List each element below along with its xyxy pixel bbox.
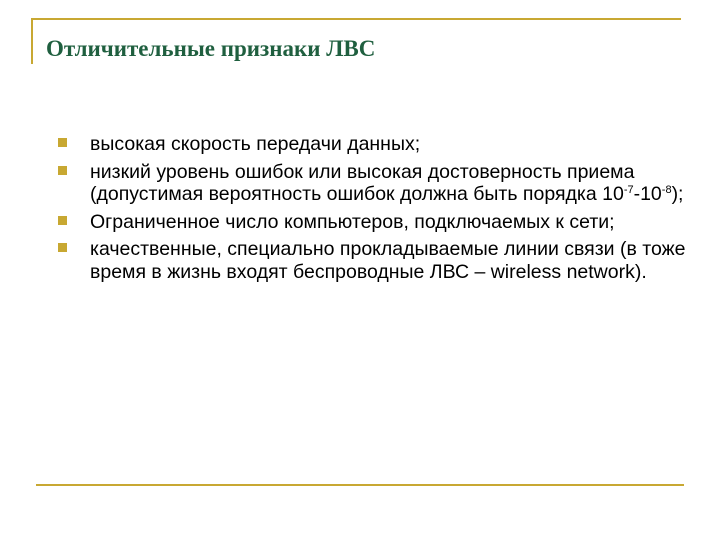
bullet-text: качественные, специально прокладываемые линии связи (в тоже время в жизнь входят беспроводные ЛВС – wireless network). xyxy=(90,238,686,283)
exponent: -8 xyxy=(661,184,672,196)
square-bullet-icon xyxy=(58,166,67,175)
bullet-item xyxy=(58,238,688,283)
bullet-item xyxy=(58,161,688,206)
bullet-text-part: низкий уровень ошибок или высокая достоверность приема (допустимая вероятность ошибок должна быть порядка 10 xyxy=(90,160,635,205)
exponent: -7 xyxy=(623,184,634,196)
bullet-text: высокая скорость передачи данных; xyxy=(90,133,421,155)
top-divider-line xyxy=(33,18,681,20)
slide-title: Отличительные признаки ЛВС xyxy=(46,36,376,61)
bullet-item xyxy=(58,133,688,156)
bullet-list xyxy=(58,133,688,288)
bullet-text-part: -10 xyxy=(633,183,662,205)
square-bullet-icon xyxy=(58,216,67,225)
bullet-text xyxy=(90,161,683,206)
bullet-text: Ограниченное число компьютеров, подключаемых к сети; xyxy=(90,210,615,233)
bullet-text-part: ); xyxy=(671,183,684,205)
bottom-divider-line xyxy=(36,484,684,486)
square-bullet-icon xyxy=(58,243,67,252)
square-bullet-icon xyxy=(58,138,67,147)
title-accent-line xyxy=(31,18,33,64)
bullet-item xyxy=(58,211,688,234)
